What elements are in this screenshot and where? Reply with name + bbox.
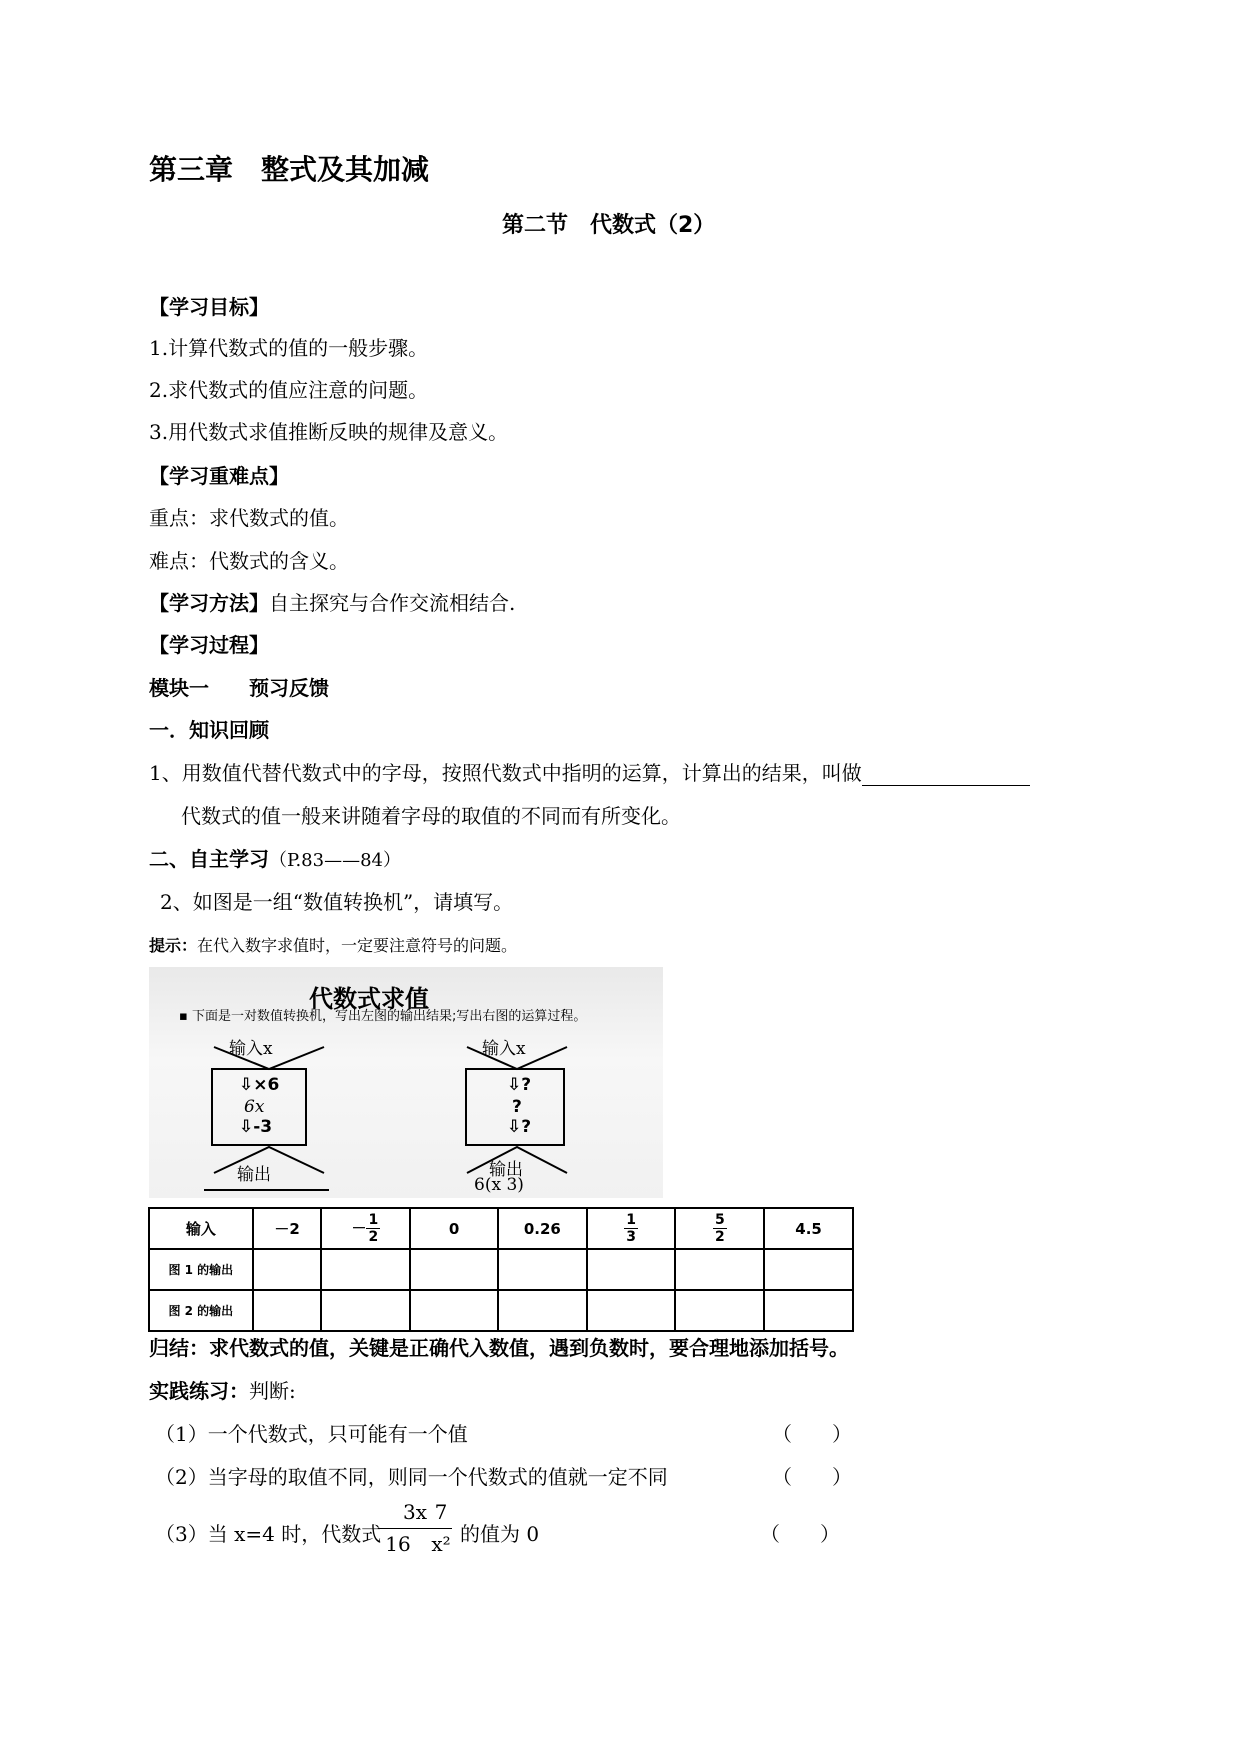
goals-heading: 【学习目标】 [149,295,269,319]
right-result: 6(x 3) [474,1175,524,1195]
goal-item-3: 3.用代数式求值推断反映的规律及意义。 [149,420,509,444]
table-row [149,1208,853,1249]
fraction: $\frac{1}{3}$ [626,1212,636,1245]
answer-paren-2[interactable]: （ ） [772,1465,852,1489]
right-op-2: ⇩? [507,1117,532,1137]
self-study-heading: 二、自主学习 [149,847,269,871]
fraction: $\frac{5}{2}$ [714,1212,725,1245]
table-cell: 4.5 [764,1208,853,1249]
practice-item-3: （3）当 x=4 时，代数式 [155,1522,382,1546]
practice-line [149,1375,296,1404]
practice-item-3-tail: 的值为 0 [460,1522,540,1546]
answer-cell[interactable] [498,1290,587,1331]
right-mid: ? [512,1097,522,1117]
summary-text: 归结：求代数式的值，关键是正确代入数值，遇到负数时，要合理地添加括号。 [149,1336,849,1360]
review-question-1 [149,757,1030,786]
right-op-1: ⇩? [507,1075,532,1095]
frac1-den: 16 [385,1532,411,1556]
goal-item-2: 2.求代数式的值应注意的问题。 [149,378,429,402]
answer-cell[interactable] [675,1249,764,1290]
left-op-1: ⇩×6 [239,1075,280,1095]
table-cell: 0.26 [498,1208,587,1249]
table-row-label: 图 2 的输出 [149,1290,253,1331]
answer-cell[interactable] [587,1249,676,1290]
method-line [149,587,515,616]
frac1-num: 3x [402,1500,427,1524]
left-op-2: ⇩-3 [239,1117,273,1137]
method-text: 自主探究与合作交流相结合. [269,591,516,615]
table-cell: －2 [253,1208,322,1249]
left-input-label: 输入x [229,1039,273,1059]
question-2: 2、如图是一组“数值转换机”，请填写。 [160,890,514,914]
frac2-den: x² [431,1532,451,1556]
review-q1-continued: 代数式的值一般来讲随着字母的取值的不同而有所变化。 [181,804,681,828]
section-title: 第二节 代数式（2） [502,213,716,238]
table-row-label: 图 1 的输出 [149,1249,253,1290]
right-input-label: 输入x [482,1039,526,1059]
slide-title: 代数式求值 [309,985,429,1013]
answer-cell[interactable] [587,1290,676,1331]
answer-cell[interactable] [764,1290,853,1331]
answer-cell[interactable] [410,1249,498,1290]
answer-blank[interactable] [862,765,1030,786]
review-heading: 一．知识回顾 [149,718,269,742]
answer-cell[interactable] [253,1249,322,1290]
table-row [149,1290,853,1331]
answer-cell[interactable] [764,1249,853,1290]
tip-line [149,933,517,956]
answer-paren-1[interactable]: （ ） [772,1422,852,1446]
practice-item-2: （2）当字母的取值不同，则同一个代数式的值就一定不同 [155,1465,668,1489]
module-title: 模块一 预习反馈 [149,676,329,700]
practice-label: 实践练习： [149,1379,249,1403]
answer-cell[interactable] [321,1290,410,1331]
table-header-cell: 输入 [149,1208,253,1249]
key-points-heading: 【学习重难点】 [149,464,289,488]
table-cell [587,1208,676,1249]
answer-cell[interactable] [321,1249,410,1290]
frac2-num: 7 [434,1500,448,1524]
goal-item-1: 1.计算代数式的值的一般步骤。 [149,336,429,360]
answer-cell[interactable] [253,1290,322,1331]
left-output-label: 输出 [237,1165,271,1185]
frac-bar [378,1528,452,1529]
answer-cell[interactable] [410,1290,498,1331]
tip-text: 在代入数字求值时，一定要注意符号的问题。 [197,936,518,955]
method-heading: 【学习方法】 [149,591,269,615]
difficulty-text: 难点：代数式的含义。 [149,549,349,573]
fraction: $\frac{1}{2}$ [368,1212,379,1245]
answer-cell[interactable] [498,1249,587,1290]
chapter-title: 第三章 整式及其加减 [149,153,430,186]
left-mid: 6x [244,1097,265,1117]
table-cell: 0 [410,1208,498,1249]
practice-item-1: （1）一个代数式，只可能有一个值 [155,1422,468,1446]
table-cell: － $\frac{1}{2}$ [321,1208,410,1249]
table-cell [675,1208,764,1249]
process-heading: 【学习过程】 [149,633,269,657]
machine-diagram [149,967,663,1198]
number-machine-slide [149,967,663,1198]
self-study-line [149,843,401,872]
self-study-pages: （P.83——84） [269,850,401,871]
focus-text: 重点：求代数式的值。 [149,506,349,530]
right-output-label: 输出 [489,1160,523,1180]
tip-label: 提示： [149,936,198,955]
table-row [149,1249,853,1290]
input-output-table [148,1207,854,1332]
answer-paren-3[interactable]: （ ） [760,1522,840,1546]
review-q1-text: 1、用数值代替代数式中的字母，按照代数式中指明的运算，计算出的结果，叫做 [149,761,862,785]
practice-type: 判断: [249,1379,296,1403]
answer-cell[interactable] [675,1290,764,1331]
slide-description: ▪ 下面是一对数值转换机，写出左图的输出结果;写出右图的运算过程。 [179,1009,587,1024]
